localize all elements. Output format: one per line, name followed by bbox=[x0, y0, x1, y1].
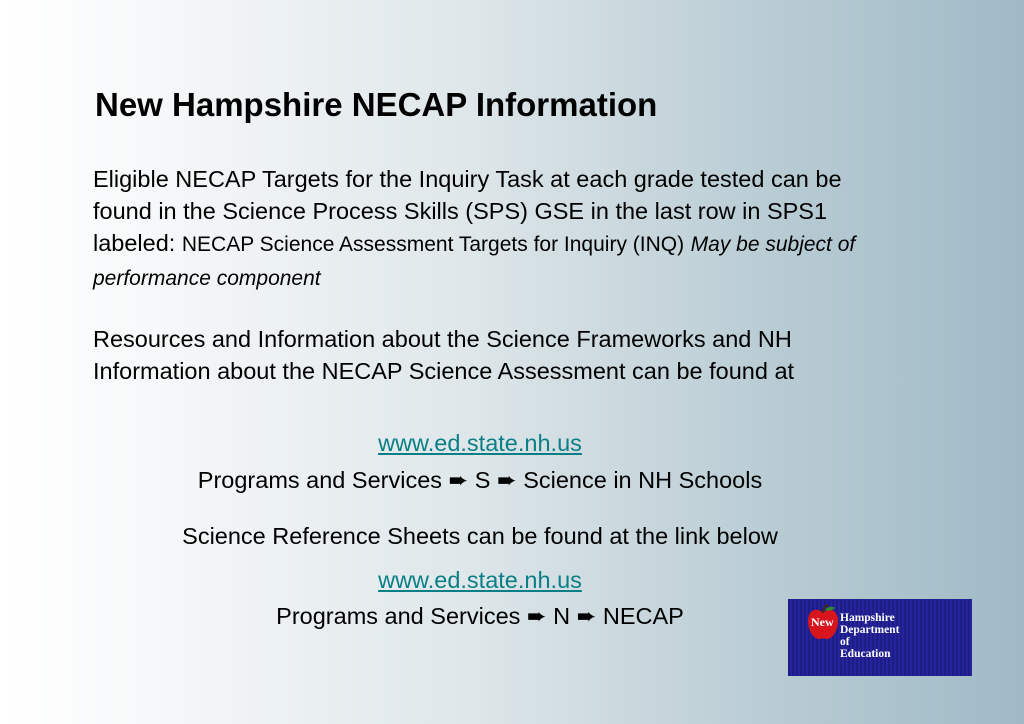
logo-new-text: New bbox=[811, 615, 834, 629]
targets-note: May be subject of performance component bbox=[93, 233, 856, 290]
nh-doe-logo bbox=[788, 599, 972, 676]
reference-sheets-text: Science Reference Sheets can be found at the link below bbox=[182, 523, 778, 549]
page-title: New Hampshire NECAP Information bbox=[95, 86, 658, 123]
link2-path: Programs and Services ➨ N ➨ NECAP bbox=[276, 603, 684, 629]
ed-state-link-2[interactable]: www.ed.state.nh.us bbox=[378, 567, 582, 593]
link1-path: Programs and Services ➨ S ➨ Science in NH Schools bbox=[197, 467, 763, 493]
necap-targets-paragraph bbox=[93, 163, 883, 295]
resources-paragraph: Resources and Information about the Science Frameworks and NH Information about the NECAP Science Assessment can be found at bbox=[93, 326, 795, 384]
logo-line-3: of bbox=[840, 636, 850, 648]
link2-row bbox=[90, 567, 870, 594]
logo-line-2: Department bbox=[840, 624, 900, 636]
logo-line-4: Education bbox=[840, 648, 891, 660]
link1-row bbox=[90, 430, 870, 457]
logo-line-1: Hampshire bbox=[840, 612, 895, 624]
targets-text: Eligible NECAP Targets for the Inquiry Task at each grade tested can be found in the Science Process Skills (SPS) GSE in the last row in SPS1 labeled: bbox=[93, 166, 842, 256]
targets-label: NECAP Science Assessment Targets for Inquiry (INQ) bbox=[181, 233, 685, 256]
ed-state-link-1[interactable]: www.ed.state.nh.us bbox=[378, 430, 582, 456]
logo-text bbox=[840, 612, 899, 660]
